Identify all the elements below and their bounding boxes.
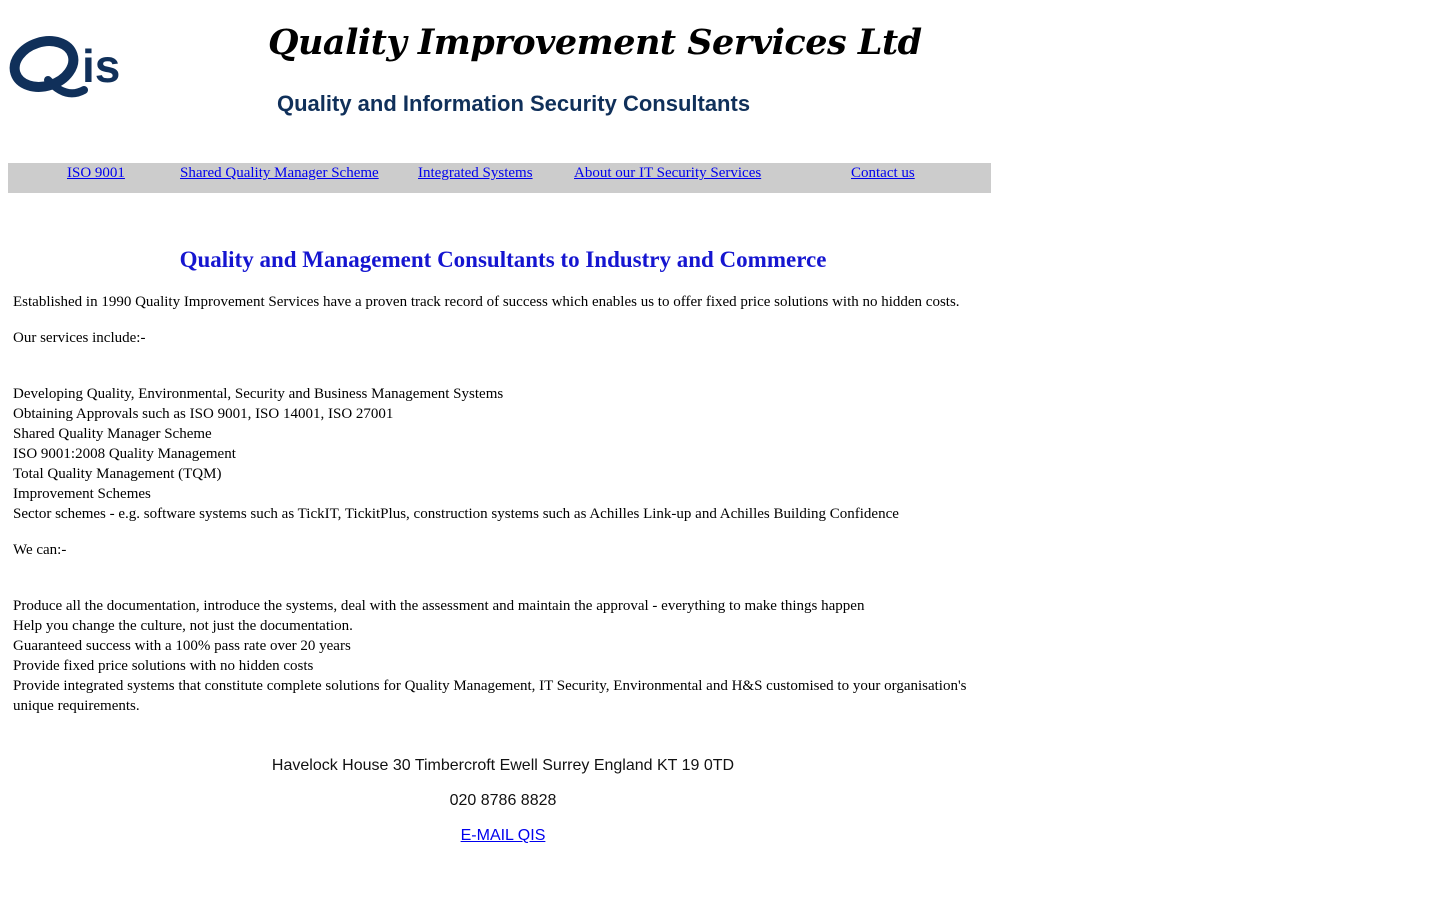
list-item: Produce all the documentation, introduce the systems, deal with the assessment and maintain the approval - everything to make things happen (13, 598, 865, 614)
email-link[interactable]: E-MAIL QIS (460, 827, 546, 844)
list-item: Total Quality Management (TQM) (13, 466, 222, 482)
list-item: Developing Quality, Environmental, Security and Business Management Systems (13, 386, 504, 402)
phone-number: 020 8786 8828 (449, 792, 557, 809)
list-item: Provide fixed price solutions with no hidden costs (13, 658, 314, 674)
list-item: Shared Quality Manager Scheme (13, 426, 212, 442)
list-item: Provide integrated systems that constitute complete solutions for Quality Management, IT Security, Environmental and H&S customised to your organisation's unique requirements. (13, 678, 967, 714)
email-link-container (8, 826, 998, 861)
nav-link-shared-quality-manager[interactable]: Shared Quality Manager Scheme (180, 165, 379, 181)
list-item: ISO 9001:2008 Quality Management (13, 446, 236, 462)
list-item: Sector schemes - e.g. software systems such as TickIT, TickitPlus, construction systems such as Achilles Link-up and Achilles Building Confidence (13, 506, 899, 522)
tagline: Quality and Information Security Consultants (277, 91, 751, 116)
list-item: Obtaining Approvals such as ISO 9001, ISO 14001, ISO 27001 (13, 406, 394, 422)
company-name: Quality Improvement Services Ltd (268, 22, 922, 63)
list-item: Help you change the culture, not just the documentation. (13, 618, 353, 634)
nav-link-contact-us[interactable]: Contact us (851, 165, 915, 181)
services-list (13, 384, 973, 524)
can-list (13, 596, 973, 716)
services-intro: Our services include:- (13, 330, 146, 346)
svg-text:is: is (82, 40, 121, 92)
nav-bar (8, 163, 991, 193)
main-content (13, 292, 973, 732)
list-item: Guaranteed success with a 100% pass rate over 20 years (13, 638, 351, 654)
qis-logo (8, 30, 138, 100)
intro-paragraph: Established in 1990 Quality Improvement Services have a proven track record of success which enables us to offer fixed price solutions with no hidden costs. (13, 294, 960, 310)
nav-link-iso-9001[interactable]: ISO 9001 (67, 165, 125, 181)
nav-link-it-security[interactable]: About our IT Security Services (574, 165, 762, 181)
main-heading: Quality and Management Consultants to Industry and Commerce (179, 247, 827, 272)
can-intro: We can:- (13, 542, 67, 558)
list-item: Improvement Schemes (13, 486, 151, 502)
address: Havelock House 30 Timbercroft Ewell Surrey England KT 19 0TD (271, 757, 735, 774)
footer (8, 756, 998, 861)
nav-link-integrated-systems[interactable]: Integrated Systems (418, 165, 533, 181)
